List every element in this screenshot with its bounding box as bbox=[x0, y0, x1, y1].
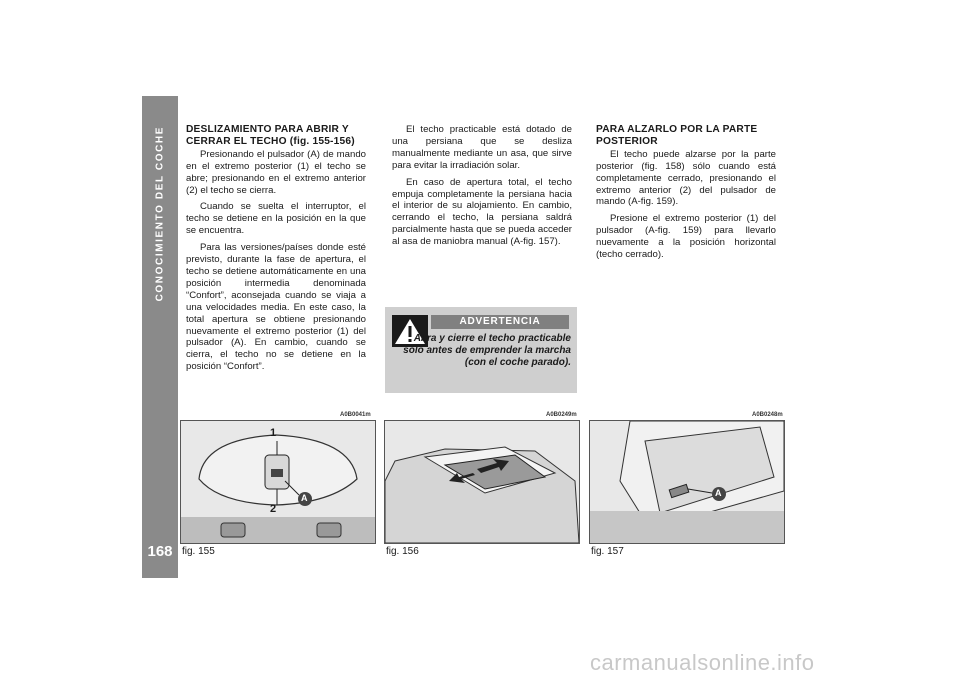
heading-slide: DESLIZAMIENTO PARA ABRIR Y CERRAR EL TECHO (fig. 155-156) bbox=[186, 124, 355, 147]
figure-code: A0B0249m bbox=[546, 412, 577, 418]
paragraph: Presione el extremo posterior (1) del pulsador (A-fig. 159) para llevarlo nuevamente a la posición horizontal (techo cerrado). bbox=[596, 213, 776, 261]
roof-switch-illustration bbox=[181, 421, 375, 543]
warning-text: Abra y cierre el techo practicable sólo antes de emprender la marcha (con el coche parado). bbox=[403, 333, 571, 368]
page-number: 168 bbox=[147, 543, 173, 560]
section-title: CONOCIMIENTO DEL COCHE bbox=[154, 126, 166, 302]
watermark-text: carmanualsonline.info bbox=[590, 650, 815, 675]
column-2 bbox=[392, 124, 572, 253]
warning-title: ADVERTENCIA bbox=[431, 315, 569, 329]
label-1: 1 bbox=[270, 427, 277, 439]
label-2: 2 bbox=[270, 503, 277, 515]
paragraph: Para las versiones/países donde esté previsto, durante la fase de apertura, el techo se detiene automáticamente en una posición intermedia denominada “Confort”, aconsejada cuando se viaja a una velocidades media. En este caso, la total apertura se obtiene presionando nuevamente el extremo posterior (1) del pulsador (A). En cambio, cuando se cierra, el techo no se detiene en la posición “Confort”. bbox=[186, 242, 366, 373]
paragraph: Cuando se suelta el interruptor, el techo se detiene en la posición en la que se encuentra. bbox=[186, 201, 366, 237]
column-3 bbox=[596, 124, 776, 266]
figure-caption: fig. 155 bbox=[182, 546, 215, 557]
label-a: A bbox=[301, 493, 308, 503]
label-a: A bbox=[715, 488, 722, 498]
figure-code: A0B0248m bbox=[752, 412, 783, 418]
warning-box bbox=[385, 307, 577, 393]
paragraph: En caso de apertura total, el techo empuja completamente la persiana hacia el interior de su alojamiento. En cambio, cerrando el techo, la persiana saldrá parcialmente hasta que se pueda acceder al asa de maniobra manual (A-fig. 157). bbox=[392, 176, 572, 248]
figure-caption: fig. 156 bbox=[386, 546, 419, 557]
paragraph: Presionando el pulsador (A) de mando en el extremo posterior (1) el techo se abre; presionando en el extremo anterior (2) el techo se cierra. bbox=[186, 148, 366, 196]
paragraph: El techo practicable está dotado de una persiana que se desliza manualmente mediante un asa, que sirve para evitar la irradiación solar. bbox=[392, 124, 572, 171]
figure-caption: fig. 157 bbox=[591, 546, 624, 557]
section-sidebar bbox=[142, 96, 178, 578]
heading-raise: PARA ALZARLO POR LA PARTE POSTERIOR bbox=[596, 124, 758, 147]
column-1 bbox=[186, 124, 366, 378]
figure-157 bbox=[589, 420, 785, 544]
sunroof-illustration bbox=[385, 421, 579, 543]
figure-155 bbox=[180, 420, 376, 544]
figure-156 bbox=[384, 420, 580, 544]
sunshade-handle-illustration bbox=[590, 421, 784, 543]
paragraph: El techo puede alzarse por la parte posterior (fig. 158) sólo cuando está completamente cerrado, presionando el extremo anterior (2) del pulsador de mando (A-fig. 159). bbox=[596, 148, 776, 208]
figure-code: A0B0041m bbox=[340, 412, 371, 418]
